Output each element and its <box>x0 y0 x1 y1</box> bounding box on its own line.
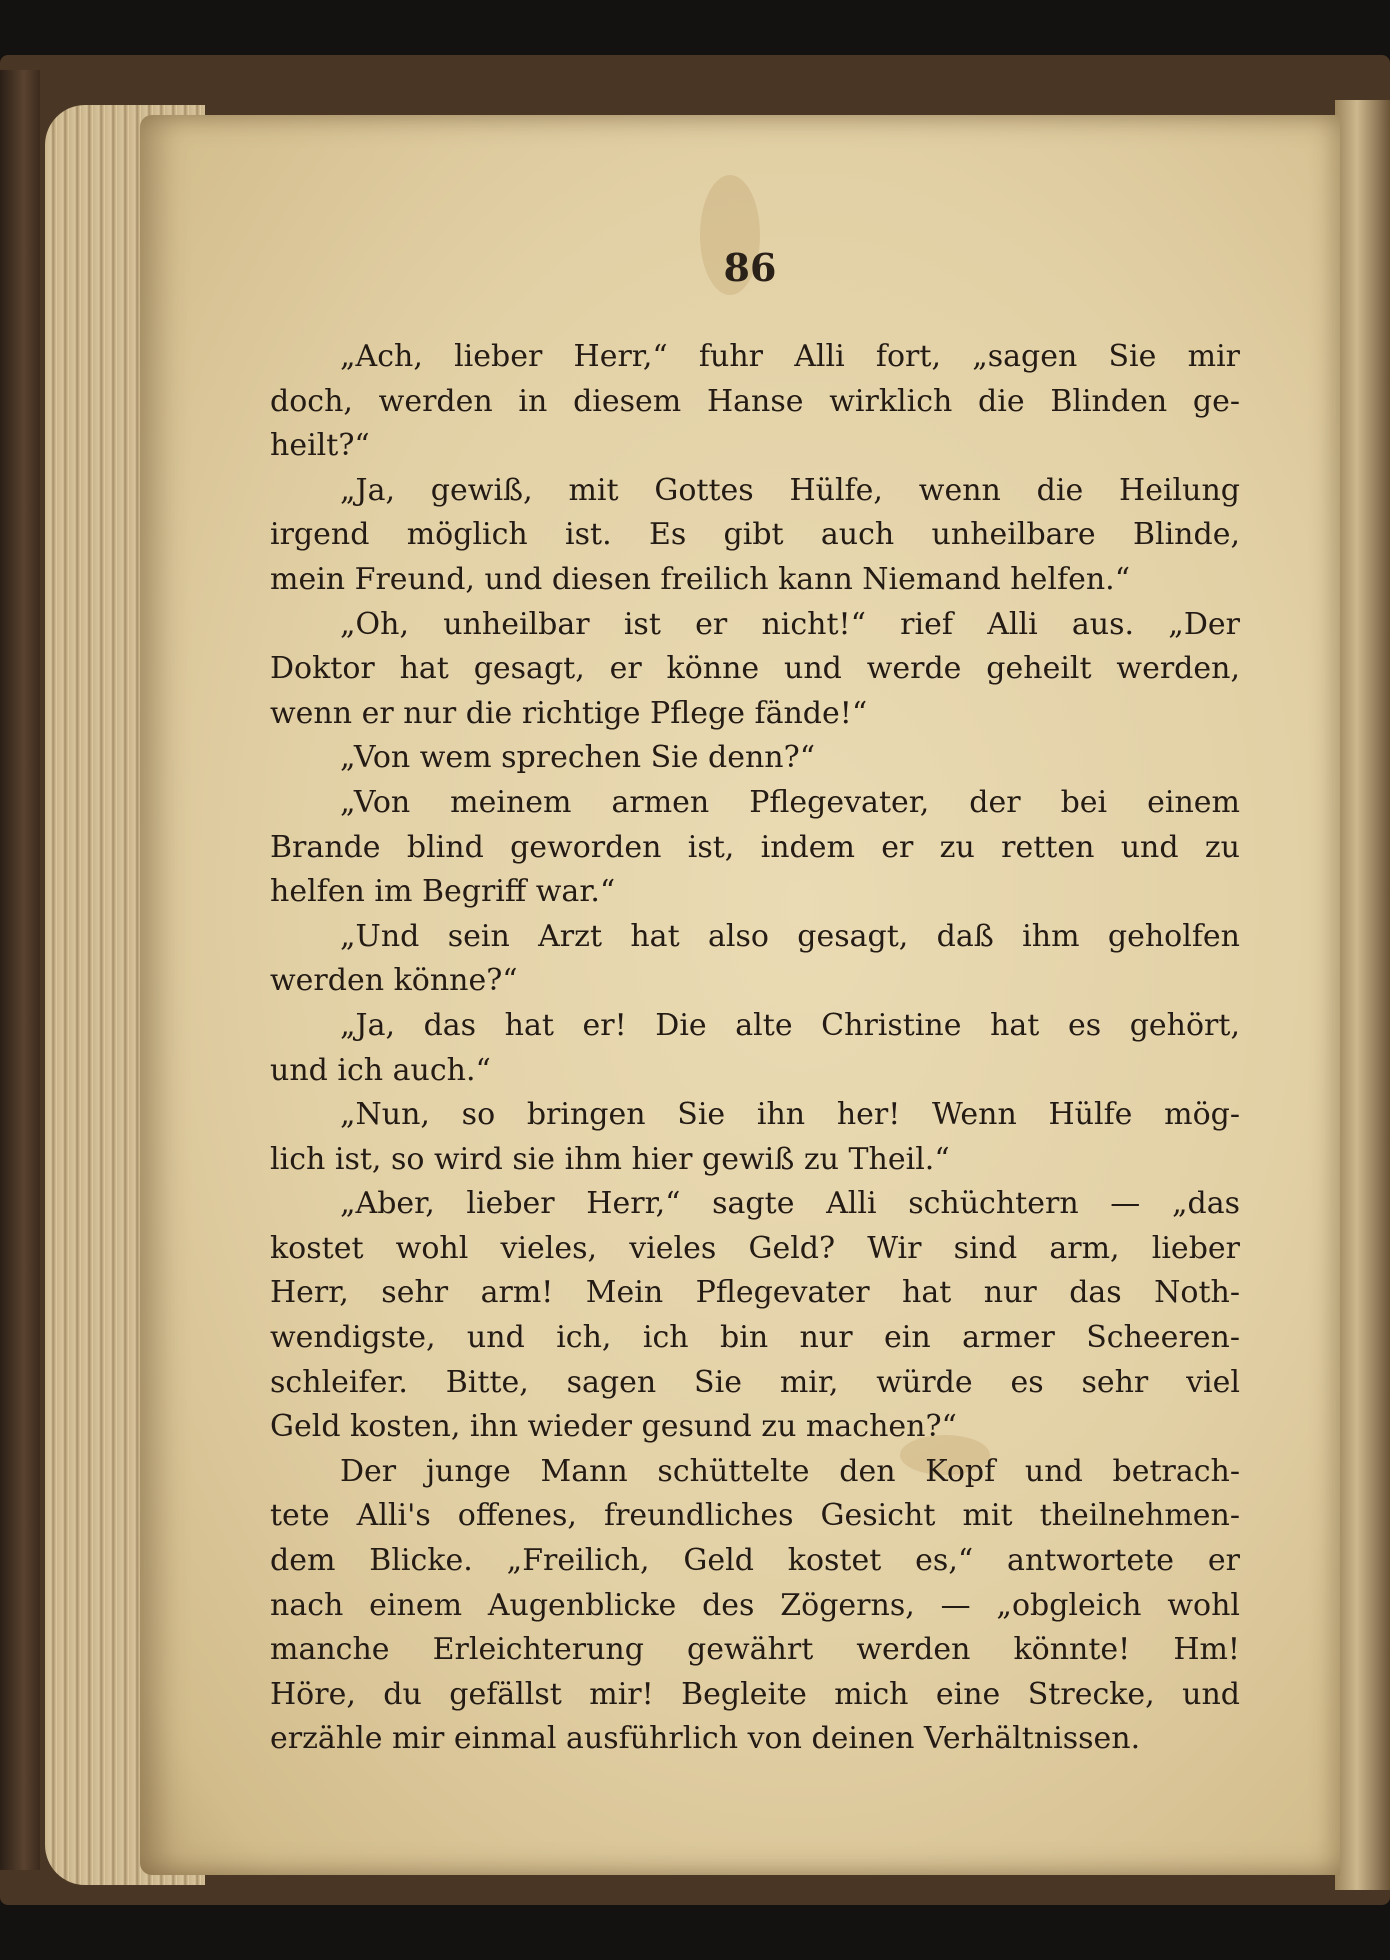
text-line: schleifer. Bitte, sagen Sie mir, würde es sehr viel <box>270 1364 1240 1400</box>
page-number: 86 <box>723 245 777 290</box>
text-line: mein Freund, und diesen freilich kann Niemand helfen.“ <box>270 561 1131 597</box>
text-line: wenn er nur die richtige Pflege fände!“ <box>270 695 868 731</box>
book-gutter <box>1335 100 1390 1890</box>
text-line: helfen im Begriff war.“ <box>270 874 616 910</box>
text-line: nach einem Augenblicke des Zögerns, — „obgleich wohl <box>270 1587 1240 1623</box>
book-spine-edge <box>0 70 40 1870</box>
text-line: Höre, du gefällst mir! Begleite mich eine Strecke, und <box>270 1676 1240 1712</box>
text-line: erzähle mir einmal ausführlich von deinen Verhältnissen. <box>270 1721 1141 1757</box>
text-line: lich ist, so wird sie ihm hier gewiß zu Theil.“ <box>270 1141 950 1177</box>
text-line: „Ja, gewiß, mit Gottes Hülfe, wenn die Heilung <box>340 472 1240 508</box>
text-line: „Von meinem armen Pflegevater, der bei einem <box>340 784 1240 820</box>
text-line: Der junge Mann schüttelte den Kopf und betrach- <box>340 1453 1240 1489</box>
text-line: dem Blicke. „Freilich, Geld kostet es,“ antwortete er <box>270 1543 1240 1579</box>
text-line: „Ach, lieber Herr,“ fuhr Alli fort, „sagen Sie mir <box>340 339 1240 374</box>
text-line: „Aber, lieber Herr,“ sagte Alli schüchtern — „das <box>340 1186 1240 1222</box>
text-line: „Und sein Arzt hat also gesagt, daß ihm geholfen <box>340 918 1240 954</box>
text-line: werden könne?“ <box>270 963 518 999</box>
text-line: manche Erleichterung gewährt werden könnte! Hm! <box>270 1632 1240 1668</box>
text-line: Geld kosten, ihn wieder gesund zu machen?“ <box>270 1409 957 1445</box>
text-line: kostet wohl vieles, vieles Geld? Wir sind arm, lieber <box>270 1230 1240 1266</box>
text-line: Brande blind geworden ist, indem er zu retten und zu <box>270 829 1240 865</box>
text-line: tete Alli's offenes, freundliches Gesicht mit theilnehmen- <box>270 1498 1240 1534</box>
text-line: irgend möglich ist. Es gibt auch unheilbare Blinde, <box>270 517 1240 553</box>
text-line: und ich auch.“ <box>270 1052 491 1088</box>
page-text-body <box>270 335 1240 1762</box>
text-line: „Nun, so bringen Sie ihn her! Wenn Hülfe mög- <box>340 1097 1240 1133</box>
text-line: wendigste, und ich, ich bin nur ein armer Scheeren- <box>270 1320 1240 1356</box>
text-line: „Oh, unheilbar ist er nicht!“ rief Alli aus. „Der <box>340 606 1240 642</box>
text-line: „Ja, das hat er! Die alte Christine hat es gehört, <box>340 1007 1240 1043</box>
text-line: doch, werden in diesem Hanse wirklich die Blinden ge- <box>270 383 1240 419</box>
text-line: heilt?“ <box>270 428 370 464</box>
text-line: Herr, sehr arm! Mein Pflegevater hat nur das Noth- <box>270 1275 1240 1311</box>
text-line: Doktor hat gesagt, er könne und werde geheilt werden, <box>270 651 1240 687</box>
text-line: „Von wem sprechen Sie denn?“ <box>340 740 816 776</box>
